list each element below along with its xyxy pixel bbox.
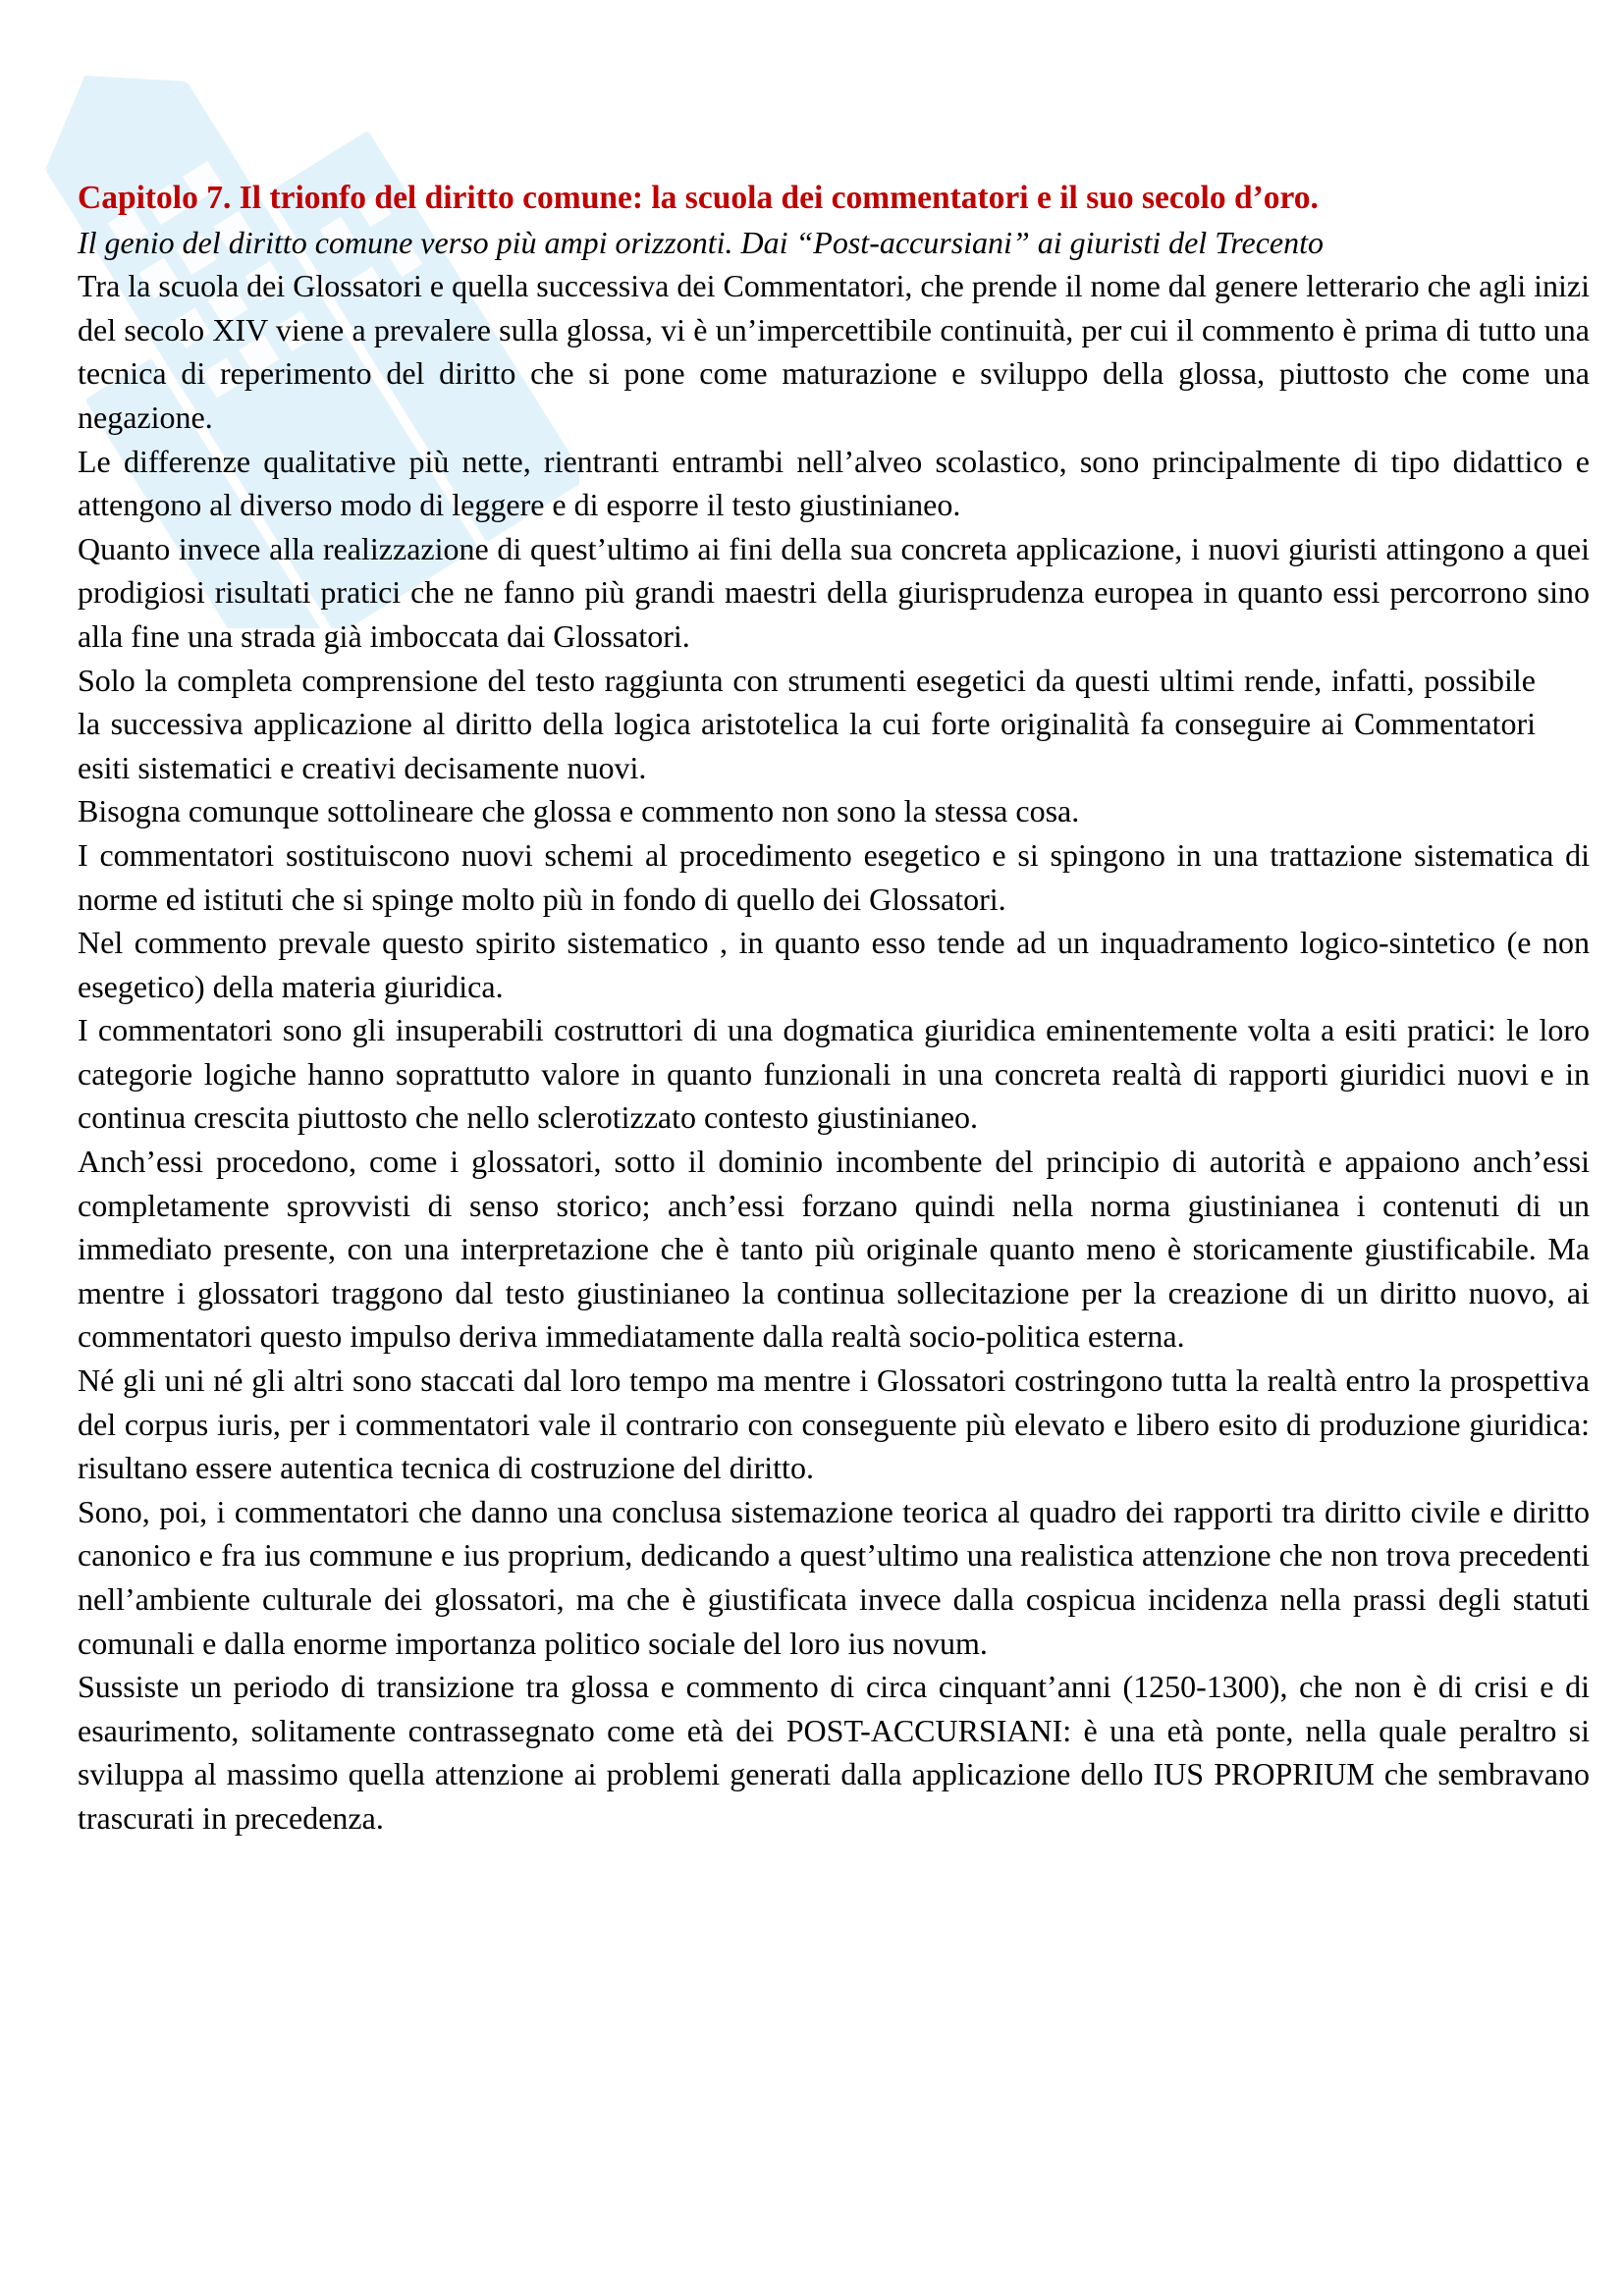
paragraph: Bisogna comunque sottolineare che glossa e commento non sono la stessa cosa. (78, 793, 1080, 829)
chapter-title: Capitolo 7. Il trionfo del diritto comune: la scuola dei commentatori e il suo secolo d’oro. (78, 180, 1319, 216)
paragraph: Anch’essi procedono, come i glossatori, sotto il dominio incombente del principio di autorità e appaiono anch’essi completamente sprovvisti di senso storico; anch’essi forzano quindi nella norma giustinianea i contenuti di un immediato presente, con una interpretazione che è tanto più originale quanto meno è storicamente giustificabile. Ma mentre i glossatori traggono dal testo giustinianeo la continua sollecitazione per la creazione di un diritto nuovo, ai commentatori questo impulso deriva immediatamente dalla realtà socio-politica esterna. (78, 1144, 1590, 1355)
paragraph: Nel commento prevale questo spirito sistematico , in quanto esso tende ad un inquadramento logico-sintetico (e non esegetico) della materia giuridica. (78, 925, 1590, 1004)
chapter-subtitle: Il genio del diritto comune verso più ampi orizzonti. Dai “Post-accursiani” ai giuristi del Trecento (78, 224, 1324, 260)
document-body (78, 177, 1590, 1841)
paragraph: Quanto invece alla realizzazione di quest’ultimo ai fini della sua concreta applicazione, i nuovi giuristi attingono a quei prodigiosi risultati pratici che ne fanno più grandi maestri della giurisprudenza europea in quanto essi percorrono sino alla fine una strada già imboccata dai Glossatori. (78, 530, 1590, 654)
paragraph: Solo la completa comprensione del testo raggiunta con strumenti esegetici da questi ultimi rende, infatti, possibile la successiva applicazione al diritto della logica aristotelica la cui forte originalità fa conseguire ai Commentatori esiti sistematici e creativi decisamente nuovi. (78, 662, 1536, 785)
paragraph: Sussiste un periodo di transizione tra glossa e commento di circa cinquant’anni (1250-1300), che non è di crisi e di esaurimento, solitamente contrassegnato come età dei POST-ACCURSIANI: è una età ponte, nella quale peraltro si sviluppa al massimo quella attenzione ai problemi generati dalla applicazione dello IUS PROPRIUM che sembravano trascurati in precedenza. (78, 1669, 1590, 1836)
paragraph: I commentatori sono gli insuperabili costruttori di una dogmatica giuridica eminentemente volta a esiti pratici: le loro categorie logiche hanno soprattutto valore in quanto funzionali in una concreta realtà di rapporti giuridici nuovi e in continua crescita piuttosto che nello sclerotizzato contesto giustinianeo. (78, 1012, 1590, 1136)
paragraph: Né gli uni né gli altri sono staccati dal loro tempo ma mentre i Glossatori costringono tutta la realtà entro la prospettiva del corpus iuris, per i commentatori vale il contrario con conseguente più elevato e libero esito di produzione giuridica: risultano essere autentica tecnica di costruzione del diritto. (78, 1362, 1590, 1486)
paragraph: I commentatori sostituiscono nuovi schemi al procedimento esegetico e si spingono in una trattazione sistematica di norme ed istituti che si spinge molto più in fondo di quello dei Glossatori. (78, 836, 1590, 917)
paragraph: Le differenze qualitative più nette, rientranti entrambi nell’alveo scolastico, sono principalmente di tipo didattico e attengono al diverso modo di leggere e di esporre il testo giustinianeo. (78, 443, 1590, 523)
paragraph: Tra la scuola dei Glossatori e quella successiva dei Commentatori, che prende il nome dal genere letterario che agli inizi del secolo XIV viene a prevalere sulla glossa, vi è un’impercettibile continuità, per cui il commento è prima di tutto una tecnica di reperimento del diritto che si pone come maturazione e sviluppo della glossa, piuttosto che come una negazione. (78, 268, 1590, 435)
paragraph: Sono, poi, i commentatori che danno una conclusa sistemazione teorica al quadro dei rapporti tra diritto civile e diritto canonico e fra ius commune e ius proprium, dedicando a quest’ultimo una realistica attenzione che non trova precedenti nell’ambiente culturale dei glossatori, ma che è giustificata invece dalla cospicua incidenza nella prassi degli statuti comunali e dalla enorme importanza politico sociale del loro ius novum. (78, 1493, 1590, 1661)
